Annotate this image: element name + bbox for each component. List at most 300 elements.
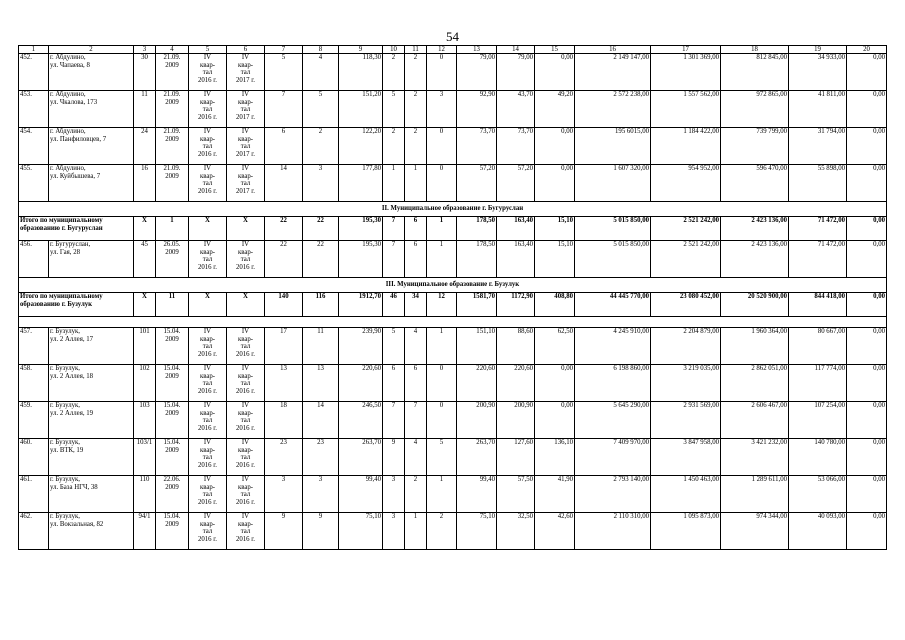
cell-total-residents: 14 <box>265 165 303 202</box>
column-number: 7 <box>265 46 303 54</box>
column-number: 4 <box>156 46 189 54</box>
period-line: 2016 г. <box>235 535 255 543</box>
cell-total-premises: 7 <box>383 241 405 278</box>
cell-total-cost: 7 409 970,00 <box>575 439 651 476</box>
cell-document-date-line: 2009 <box>165 98 179 106</box>
cell-private-premises: 34 <box>405 293 427 317</box>
column-number: 18 <box>721 46 789 54</box>
table-row <box>19 128 887 165</box>
cell-address <box>49 241 134 278</box>
cell-address-line: ул. Чапаева, 8 <box>50 61 90 69</box>
cell-row-number: 455. <box>19 165 49 202</box>
period-line: 2016 г. <box>197 535 217 543</box>
cell-document-number: 16 <box>134 165 156 202</box>
period-line: тал <box>202 180 213 188</box>
table-row <box>19 476 887 513</box>
cell-extra-cost: 0,00 <box>847 402 887 439</box>
section-header-row <box>19 202 887 217</box>
table-row <box>19 328 887 365</box>
cell-extra-cost: 0,00 <box>847 293 887 317</box>
period-line: тал <box>240 69 251 77</box>
cell-fund-cost: 2 931 569,00 <box>651 402 721 439</box>
period-line: тал <box>240 491 251 499</box>
table-row <box>19 513 887 550</box>
cell-document-date-line: 21.09. <box>163 165 181 172</box>
cell-document-date-line: 2009 <box>165 446 179 454</box>
cell-row-number: 453. <box>19 91 49 128</box>
cell-total-area: 151,20 <box>339 91 383 128</box>
cell-total-area: 239,90 <box>339 328 383 365</box>
period-line: тал <box>202 69 213 77</box>
cell-total-premises: 3 <box>383 513 405 550</box>
period-line: тал <box>202 106 213 114</box>
cell-municipal-premises: 2 <box>427 513 457 550</box>
cell-total-premises: 3 <box>383 476 405 513</box>
period-line: квар- <box>237 372 254 380</box>
cell-document-date-line: 2009 <box>165 409 179 417</box>
cell-residents-to-move: 9 <box>303 513 339 550</box>
cell-document-date <box>156 476 189 513</box>
cell-relocation-area: 73,70 <box>457 128 497 165</box>
cell-document-date <box>156 54 189 91</box>
period-line: тал <box>240 380 251 388</box>
cell-total-cost: 4 245 910,00 <box>575 328 651 365</box>
cell-total-premises: 5 <box>383 91 405 128</box>
cell-municipal-premises: 1 <box>427 476 457 513</box>
cell-municipal-premises: 0 <box>427 165 457 202</box>
cell-regional-cost: 2 423 136,00 <box>721 217 789 241</box>
cell-municipal-area: 62,50 <box>535 328 575 365</box>
cell-municipal-premises: 0 <box>427 402 457 439</box>
period-line: IV <box>241 91 250 98</box>
cell-planned-demolition: X <box>227 293 265 317</box>
period-line: квар- <box>237 446 254 454</box>
period-line: квар- <box>199 446 216 454</box>
cell-total-residents: 6 <box>265 128 303 165</box>
total-row <box>19 217 887 241</box>
period-line: квар- <box>237 483 254 491</box>
cell-document-number: 103 <box>134 402 156 439</box>
cell-private-area: 43,70 <box>497 91 535 128</box>
cell-private-area: 1172,90 <box>497 293 535 317</box>
cell-regional-cost: 972 865,00 <box>721 91 789 128</box>
cell-total-residents: 22 <box>265 241 303 278</box>
cell-planned-demolition: X <box>227 217 265 241</box>
period-line: 2016 г. <box>235 424 255 432</box>
cell-regional-cost: 812 845,00 <box>721 54 789 91</box>
cell-total-premises: 9 <box>383 439 405 476</box>
cell-document-date <box>156 513 189 550</box>
cell-address <box>49 91 134 128</box>
cell-document-date-line: 26.05. <box>163 241 181 248</box>
cell-address <box>49 328 134 365</box>
cell-address-line: ул. 2 Аллея, 17 <box>50 335 94 343</box>
period-line: квар- <box>237 409 254 417</box>
cell-private-premises: 6 <box>405 365 427 402</box>
table-row <box>19 54 887 91</box>
period-line: 2016 г. <box>197 498 217 506</box>
period-line: IV <box>203 54 212 61</box>
cell-relocation-area: 92,90 <box>457 91 497 128</box>
cell-regional-cost: 1 960 364,00 <box>721 328 789 365</box>
period-line: 2016 г. <box>235 263 255 271</box>
period-line: 2016 г. <box>235 461 255 469</box>
cell-extra-cost: 0,00 <box>847 241 887 278</box>
period-line: квар- <box>199 483 216 491</box>
period-line: IV <box>241 328 250 335</box>
period-line: IV <box>241 365 250 372</box>
table-row <box>19 165 887 202</box>
cell-extra-cost: 0,00 <box>847 91 887 128</box>
total-label-line: Итого по муниципальному <box>20 293 103 300</box>
cell-document-date-line: 15.04. <box>163 365 181 372</box>
cell-private-area: 200,90 <box>497 402 535 439</box>
cell-fund-cost: 3 847 958,00 <box>651 439 721 476</box>
cell-document-date-line: 15.04. <box>163 402 181 409</box>
cell-extra-cost: 0,00 <box>847 439 887 476</box>
cell-fund-cost: 1 095 873,00 <box>651 513 721 550</box>
cell-planned-demolition <box>227 91 265 128</box>
cell-total-residents: 17 <box>265 328 303 365</box>
cell-address <box>49 439 134 476</box>
cell-local-cost: 53 066,00 <box>789 476 847 513</box>
table-row <box>19 365 887 402</box>
cell-extra-cost: 0,00 <box>847 217 887 241</box>
cell-planned-completion <box>189 365 227 402</box>
cell-total-premises: 7 <box>383 217 405 241</box>
cell-residents-to-move: 4 <box>303 54 339 91</box>
cell-private-premises: 7 <box>405 402 427 439</box>
cell-fund-cost: 2 521 242,00 <box>651 241 721 278</box>
cell-private-premises: 6 <box>405 217 427 241</box>
cell-total-premises: 6 <box>383 365 405 402</box>
cell-total-cost: 44 445 770,00 <box>575 293 651 317</box>
cell-extra-cost: 0,00 <box>847 476 887 513</box>
cell-total-label <box>19 217 134 241</box>
period-line: IV <box>203 365 212 372</box>
cell-document-number: X <box>134 293 156 317</box>
cell-planned-demolition <box>227 402 265 439</box>
cell-total-cost: 195 6015,00 <box>575 128 651 165</box>
cell-total-residents: 3 <box>265 476 303 513</box>
cell-local-cost: 31 794,00 <box>789 128 847 165</box>
column-number: 3 <box>134 46 156 54</box>
spacer-cell <box>19 317 887 328</box>
period-line: IV <box>203 328 212 335</box>
cell-residents-to-move: 11 <box>303 328 339 365</box>
cell-document-date-line: 2009 <box>165 483 179 491</box>
period-line: квар- <box>199 372 216 380</box>
cell-document-number: 24 <box>134 128 156 165</box>
cell-local-cost: 40 093,00 <box>789 513 847 550</box>
cell-planned-demolition <box>227 128 265 165</box>
period-line: IV <box>241 513 250 520</box>
cell-municipal-premises: 0 <box>427 128 457 165</box>
column-number: 9 <box>339 46 383 54</box>
period-line: тал <box>202 343 213 351</box>
cell-planned-completion: X <box>189 217 227 241</box>
cell-fund-cost: 1 557 562,00 <box>651 91 721 128</box>
cell-extra-cost: 0,00 <box>847 328 887 365</box>
cell-private-area: 163,40 <box>497 217 535 241</box>
cell-document-date <box>156 402 189 439</box>
cell-municipal-area: 49,20 <box>535 91 575 128</box>
cell-address <box>49 54 134 91</box>
cell-total-area: 220,60 <box>339 365 383 402</box>
cell-document-number: 102 <box>134 365 156 402</box>
column-number: 6 <box>227 46 265 54</box>
cell-address-line: ул. Чкалова, 173 <box>50 98 98 106</box>
column-number: 19 <box>789 46 847 54</box>
cell-planned-completion: X <box>189 293 227 317</box>
cell-private-premises: 1 <box>405 165 427 202</box>
cell-regional-cost: 3 421 232,00 <box>721 439 789 476</box>
column-number: 12 <box>427 46 457 54</box>
period-line: тал <box>240 528 251 536</box>
column-number: 10 <box>383 46 405 54</box>
housing-register-table <box>18 45 887 550</box>
cell-address-line: г. Бузулук, <box>50 513 80 520</box>
cell-total-cost: 1 607 320,00 <box>575 165 651 202</box>
cell-planned-completion <box>189 91 227 128</box>
period-line: IV <box>203 128 212 135</box>
period-line: IV <box>241 476 250 483</box>
cell-address-line: г. Бузулук, <box>50 439 80 446</box>
cell-document-date-line: 2009 <box>165 372 179 380</box>
cell-document-date-line: 15.04. <box>163 513 181 520</box>
period-line: IV <box>203 241 212 248</box>
cell-regional-cost: 2 423 136,00 <box>721 241 789 278</box>
cell-total-cost: 5 015 850,00 <box>575 241 651 278</box>
cell-private-premises: 2 <box>405 54 427 91</box>
cell-address-line: г. Бузулук, <box>50 328 80 335</box>
cell-private-area: 163,40 <box>497 241 535 278</box>
cell-residents-to-move: 14 <box>303 402 339 439</box>
column-number: 17 <box>651 46 721 54</box>
period-line: 2016 г. <box>197 387 217 395</box>
cell-fund-cost: 2 204 879,00 <box>651 328 721 365</box>
cell-address-line: ул. ВТК, 19 <box>50 446 84 454</box>
cell-document-date-line: 2009 <box>165 135 179 143</box>
table-row <box>19 91 887 128</box>
period-line: квар- <box>237 172 254 180</box>
cell-municipal-area: 408,80 <box>535 293 575 317</box>
cell-local-cost: 34 933,00 <box>789 54 847 91</box>
cell-extra-cost: 0,00 <box>847 365 887 402</box>
cell-private-premises: 2 <box>405 476 427 513</box>
cell-row-number: 454. <box>19 128 49 165</box>
cell-total-label <box>19 293 134 317</box>
period-line: IV <box>241 402 250 409</box>
cell-address-line: ул. Куйбышева, 7 <box>50 172 101 180</box>
cell-document-date-line: 21.09. <box>163 54 181 61</box>
cell-relocation-area: 57,20 <box>457 165 497 202</box>
cell-address-line: г. Бузулук, <box>50 365 80 372</box>
table-row <box>19 241 887 278</box>
period-line: тал <box>240 106 251 114</box>
total-label-line: Итого по муниципальному <box>20 217 103 224</box>
cell-document-date <box>156 91 189 128</box>
cell-address <box>49 165 134 202</box>
cell-planned-demolition <box>227 328 265 365</box>
cell-address-line: ул. База НГЧ, 38 <box>50 483 98 491</box>
period-line: тал <box>202 491 213 499</box>
cell-row-number: 460. <box>19 439 49 476</box>
total-row <box>19 293 887 317</box>
cell-row-number: 457. <box>19 328 49 365</box>
cell-total-residents: 7 <box>265 91 303 128</box>
cell-planned-completion <box>189 328 227 365</box>
period-line: 2016 г. <box>197 113 217 121</box>
cell-local-cost: 41 811,00 <box>789 91 847 128</box>
cell-residents-to-move: 22 <box>303 217 339 241</box>
cell-private-area: 73,70 <box>497 128 535 165</box>
cell-residents-to-move: 2 <box>303 128 339 165</box>
period-line: квар- <box>199 135 216 143</box>
cell-planned-completion <box>189 402 227 439</box>
cell-total-area: 246,50 <box>339 402 383 439</box>
cell-planned-demolition <box>227 439 265 476</box>
cell-relocation-area: 178,50 <box>457 241 497 278</box>
total-label-line: образованию г. Бугуруслан <box>20 224 103 232</box>
period-line: квар- <box>199 248 216 256</box>
cell-address-line: г. Абдулино, <box>50 91 86 98</box>
cell-relocation-area: 99,40 <box>457 476 497 513</box>
period-line: IV <box>241 165 250 172</box>
period-line: IV <box>241 439 250 446</box>
cell-total-area: 177,80 <box>339 165 383 202</box>
period-line: квар- <box>199 61 216 69</box>
cell-private-area: 79,00 <box>497 54 535 91</box>
cell-municipal-premises: 1 <box>427 241 457 278</box>
cell-row-number: 456. <box>19 241 49 278</box>
cell-address-line: г. Бузулук, <box>50 402 80 409</box>
cell-document-date-line: 2009 <box>165 335 179 343</box>
cell-local-cost: 71 472,00 <box>789 217 847 241</box>
period-line: IV <box>203 402 212 409</box>
cell-total-area: 195,30 <box>339 241 383 278</box>
cell-total-area: 263,70 <box>339 439 383 476</box>
cell-row-number: 462. <box>19 513 49 550</box>
cell-regional-cost: 974 344,00 <box>721 513 789 550</box>
cell-total-area: 118,30 <box>339 54 383 91</box>
cell-total-cost: 5 015 850,00 <box>575 217 651 241</box>
period-line: IV <box>203 165 212 172</box>
cell-residents-to-move: 5 <box>303 91 339 128</box>
column-number: 20 <box>847 46 887 54</box>
cell-regional-cost: 596 470,00 <box>721 165 789 202</box>
table-row <box>19 439 887 476</box>
cell-total-area: 99,40 <box>339 476 383 513</box>
cell-total-residents: 9 <box>265 513 303 550</box>
period-line: 2016 г. <box>197 350 217 358</box>
cell-document-number: 11 <box>134 91 156 128</box>
period-line: 2016 г. <box>197 76 217 84</box>
period-line: IV <box>241 54 250 61</box>
cell-residents-to-move: 13 <box>303 365 339 402</box>
period-line: 2016 г. <box>235 350 255 358</box>
cell-fund-cost: 2 521 242,00 <box>651 217 721 241</box>
cell-regional-cost: 1 289 611,00 <box>721 476 789 513</box>
cell-total-premises: 1 <box>383 165 405 202</box>
cell-regional-cost: 2 606 467,00 <box>721 402 789 439</box>
cell-extra-cost: 0,00 <box>847 128 887 165</box>
cell-residents-to-move: 3 <box>303 165 339 202</box>
period-line: тал <box>202 528 213 536</box>
cell-total-cost: 5 645 290,00 <box>575 402 651 439</box>
cell-document-date-line: 2009 <box>165 61 179 69</box>
cell-address <box>49 476 134 513</box>
cell-extra-cost: 0,00 <box>847 513 887 550</box>
period-line: 2017 г. <box>235 76 255 84</box>
period-line: 2016 г. <box>197 263 217 271</box>
cell-private-area: 57,20 <box>497 165 535 202</box>
section-title: III. Муниципальное образование г. Бузулук <box>19 278 887 293</box>
cell-private-premises: 4 <box>405 439 427 476</box>
cell-local-cost: 140 780,00 <box>789 439 847 476</box>
cell-local-cost: 107 254,00 <box>789 402 847 439</box>
cell-total-area: 122,20 <box>339 128 383 165</box>
cell-municipal-premises: 3 <box>427 91 457 128</box>
cell-total-cost: 6 198 860,00 <box>575 365 651 402</box>
cell-row-number: 461. <box>19 476 49 513</box>
cell-document-date-line: 2009 <box>165 172 179 180</box>
cell-private-premises: 2 <box>405 91 427 128</box>
cell-document-number: 110 <box>134 476 156 513</box>
cell-municipal-premises: 1 <box>427 328 457 365</box>
cell-total-residents: 22 <box>265 217 303 241</box>
table-body <box>19 46 887 550</box>
column-number: 8 <box>303 46 339 54</box>
cell-local-cost: 71 472,00 <box>789 241 847 278</box>
cell-planned-demolition <box>227 54 265 91</box>
cell-local-cost: 844 418,00 <box>789 293 847 317</box>
cell-address-line: ул. Гая, 28 <box>50 248 80 256</box>
period-line: 2016 г. <box>197 424 217 432</box>
cell-address-line: ул. 2 Аллея, 18 <box>50 372 94 380</box>
cell-document-number: 103/1 <box>134 439 156 476</box>
cell-document-date <box>156 365 189 402</box>
cell-residents-to-move: 116 <box>303 293 339 317</box>
cell-planned-completion <box>189 476 227 513</box>
cell-total-cost: 2 110 310,00 <box>575 513 651 550</box>
cell-house-count: 11 <box>156 293 189 317</box>
cell-planned-completion <box>189 513 227 550</box>
cell-fund-cost: 954 952,00 <box>651 165 721 202</box>
cell-address <box>49 365 134 402</box>
cell-total-residents: 5 <box>265 54 303 91</box>
period-line: тал <box>202 256 213 264</box>
table-row <box>19 402 887 439</box>
cell-total-area: 195,30 <box>339 217 383 241</box>
cell-residents-to-move: 3 <box>303 476 339 513</box>
cell-total-premises: 46 <box>383 293 405 317</box>
cell-address <box>49 402 134 439</box>
cell-municipal-premises: 5 <box>427 439 457 476</box>
column-number: 1 <box>19 46 49 54</box>
cell-private-area: 32,50 <box>497 513 535 550</box>
cell-total-premises: 2 <box>383 54 405 91</box>
cell-fund-cost: 3 219 035,00 <box>651 365 721 402</box>
cell-planned-completion <box>189 54 227 91</box>
period-line: тал <box>240 454 251 462</box>
cell-private-premises: 1 <box>405 513 427 550</box>
period-line: квар- <box>199 520 216 528</box>
cell-document-date-line: 2009 <box>165 248 179 256</box>
period-line: 2016 г. <box>197 150 217 158</box>
cell-regional-cost: 2 862 051,00 <box>721 365 789 402</box>
cell-document-date <box>156 165 189 202</box>
